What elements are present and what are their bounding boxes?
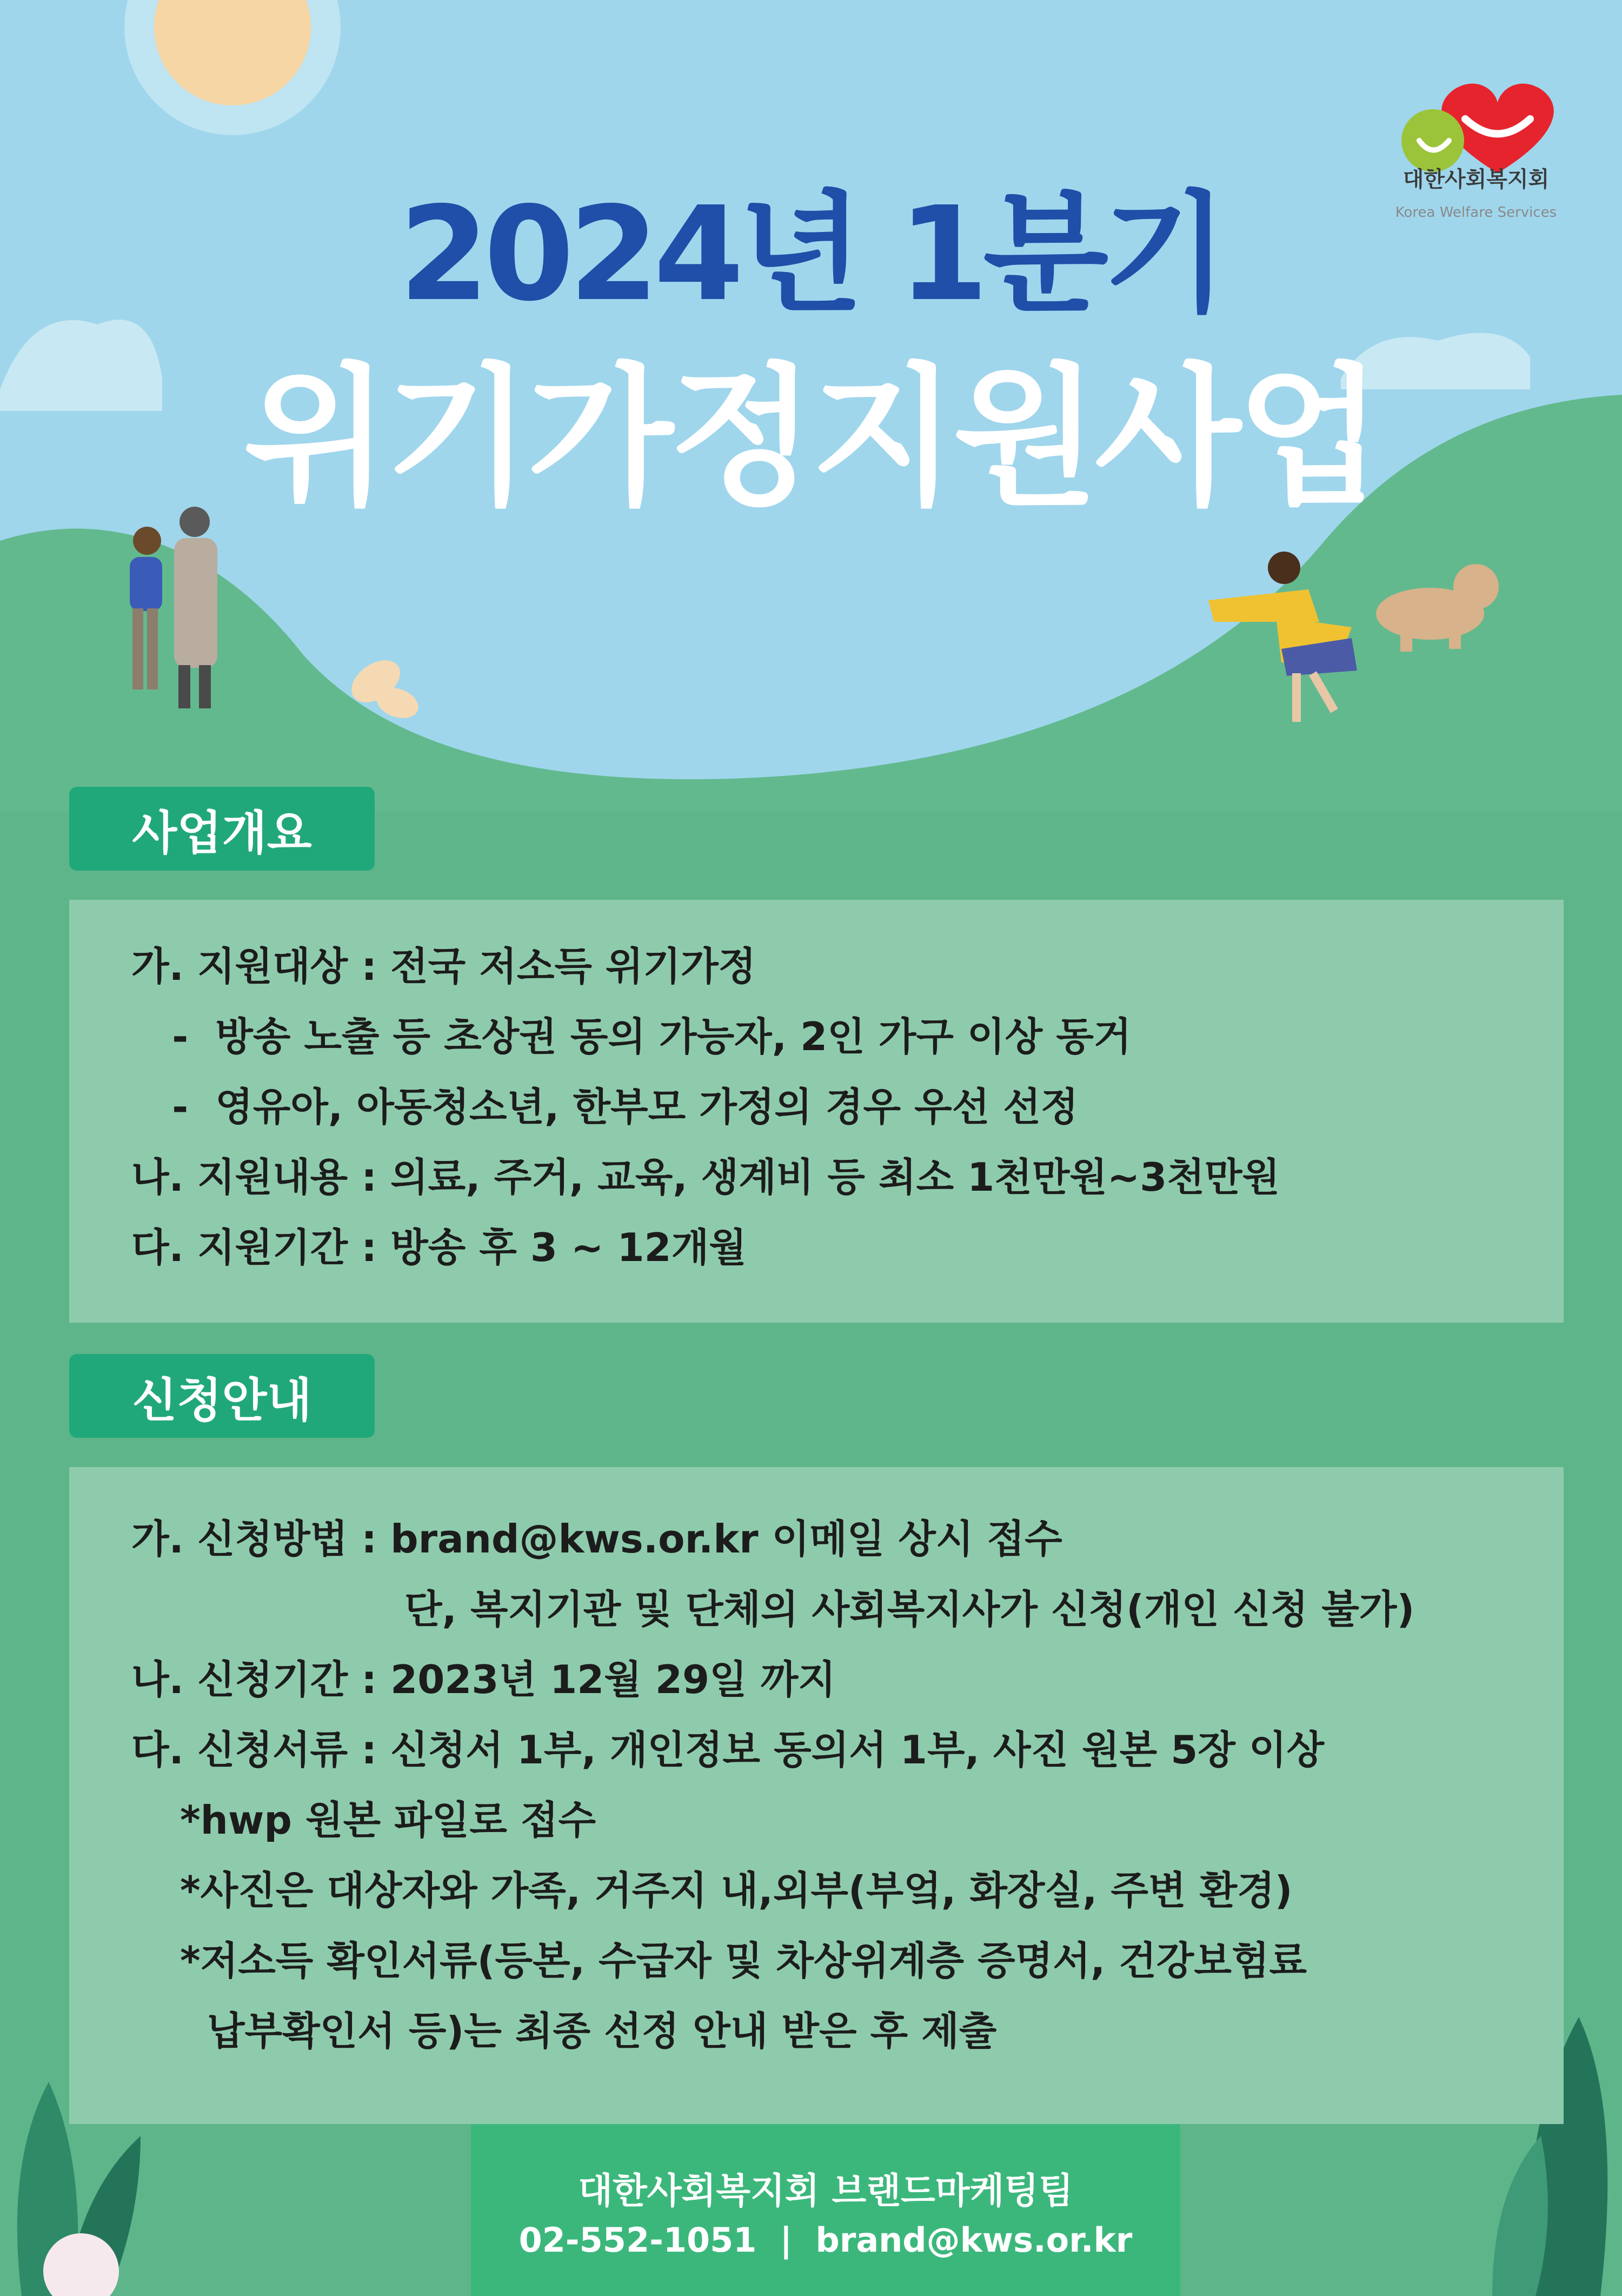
- apply-line-documents: 다. 신청서류 : 신청서 1부, 개인정보 동의서 1부, 사진 원본 5장 이상: [131, 1727, 1325, 1773]
- contact-footer: [471, 2124, 1180, 2296]
- apply-note-income-proof: *저소득 확인서류(등본, 수급자 및 차상위계층 증명서, 건강보험료: [180, 1938, 1307, 1983]
- apply-panel: [69, 1467, 1564, 2124]
- overview-line-period: 다. 지원기간 : 방송 후 3 ~ 12개월: [131, 1225, 747, 1270]
- apply-note-photos: *사진은 대상자와 가족, 거주지 내,외부(부엌, 화장실, 주변 환경): [180, 1868, 1293, 1913]
- logo-name: 대한사회복지회: [1402, 167, 1550, 192]
- logo-subtitle: Korea Welfare Services: [1395, 204, 1557, 221]
- apply-note-income-proof-cont: 납부확인서 등)는 최종 선정 안내 받은 후 제출: [207, 2008, 997, 2054]
- apply-line-method: 가. 신청방법 : brand@kws.or.kr 이메일 상시 접수: [131, 1516, 1062, 1562]
- overview-panel: [69, 900, 1564, 1323]
- overview-line-target: 가. 지원대상 : 전국 저소득 위기가정: [131, 944, 756, 989]
- title-program: 위기가정지원사업: [243, 350, 1379, 526]
- footer-team: 대한사회복지회 브랜드마케팅팀: [578, 2170, 1073, 2212]
- overview-line-condition-1: - 방송 노출 등 초상권 동의 가능자, 2인 가구 이상 동거: [131, 1014, 1132, 1059]
- section-tag-overview: 사업개요: [69, 787, 375, 871]
- apply-line-method-note: 단, 복지기관 및 단체의 사회복지사가 신청(개인 신청 불가): [404, 1587, 1415, 1632]
- overview-line-content: 나. 지원내용 : 의료, 주거, 교육, 생계비 등 최소 1천만원~3천만원: [131, 1154, 1280, 1200]
- overview-line-condition-2: - 영유아, 아동청소년, 한부모 가정의 경우 우선 선정: [131, 1084, 1079, 1130]
- apply-note-hwp: *hwp 원본 파일로 접수: [180, 1797, 596, 1843]
- section-tag-apply: 신청안내: [69, 1354, 375, 1438]
- apply-line-period: 나. 신청기간 : 2023년 12월 29일 까지: [131, 1657, 836, 1702]
- footer-contact: 02-552-1051 | brand@kws.or.kr: [518, 2220, 1133, 2260]
- title-year-quarter: 2024년 1분기: [398, 178, 1224, 330]
